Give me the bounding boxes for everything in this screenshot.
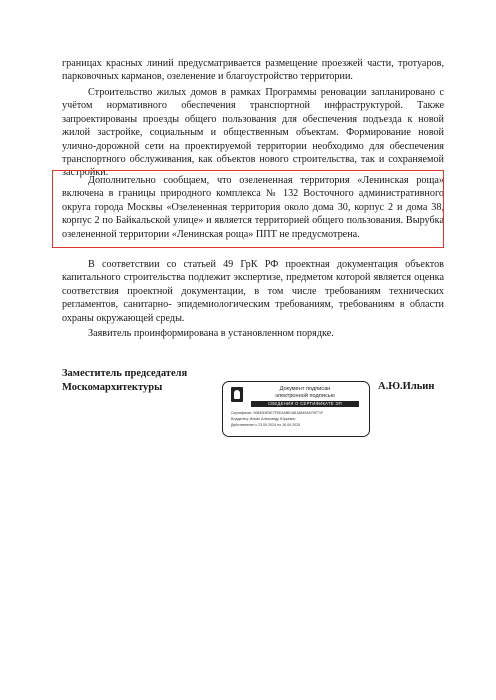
stamp-certificate-number: Сертификат: 00840DE5E7F0D4ABE48118849A970F71F bbox=[231, 411, 324, 415]
coat-of-arms-icon bbox=[231, 387, 243, 402]
signer-position-line1: Заместитель председателя bbox=[62, 368, 188, 379]
paragraph-leninskaya-roshcha: Дополнительно сообщаем, что озелененная территория «Ленинская роща» включена в границы природного комплекса № 132 Восточного административного округа города Москвы «Озелененная территория около дома 30, корпус 2 и дома 38, корпус 2 по Байкальской улице» и является территорией общего пользования. Вырубка озелененной территории «Ленинская роща» ППТ не предусмотрена. bbox=[62, 175, 444, 240]
stamp-title-line1: Документ подписан bbox=[279, 386, 331, 392]
paragraph-red-lines: границах красных линий предусматривается размещение проезжей части, тротуаров, парковочных карманов, озеленение и благоустройство территории. bbox=[62, 58, 444, 83]
paragraph-expertise: В соответствии со статьей 49 ГрК РФ проектная документация объектов капитального строительства подлежит экспертизе, предметом которой является оценка соответствия проектной документации, в том числе требованиям технических регламентов, санитарно- эпидемиологическим требованиям, требованиям в области охраны окружающей среды. bbox=[62, 259, 444, 324]
paragraph-renovation: Строительство жилых домов в рамках Программы реновации запланировано с учётом нормативного обеспечения транспортной инфраструктурой. Также запроектированы проезды общего пользования для обеспечения подъезда к новой жилой застройке, социальным и общественным объектам. Формирование новой улично-дорожной сети на проектируемой территории необходимо для обеспечения транспортного обслуживания, как объектов нового строительства, так и сохраняемой застройки. bbox=[62, 87, 444, 179]
stamp-title-line2: электронной подписью bbox=[275, 392, 335, 399]
red-highlight-frame bbox=[52, 170, 444, 248]
stamp-title bbox=[247, 386, 363, 399]
signer-position bbox=[62, 367, 187, 395]
paragraph-applicant: Заявитель проинформирована в установленном порядке. bbox=[88, 328, 334, 339]
stamp-validity: Действителен с 23.09.2024 по 16.09.2025 bbox=[231, 423, 301, 427]
stamp-owner: Владелец: Ильин Александр Юрьевич bbox=[231, 417, 296, 421]
stamp-certificate-header: СВЕДЕНИЯ О СЕРТИФИКАТЕ ЭП bbox=[251, 401, 359, 407]
signer-name: А.Ю.Ильин bbox=[378, 381, 435, 392]
electronic-signature-stamp bbox=[222, 381, 370, 437]
signer-position-line2: Москомархитектуры bbox=[62, 382, 163, 393]
